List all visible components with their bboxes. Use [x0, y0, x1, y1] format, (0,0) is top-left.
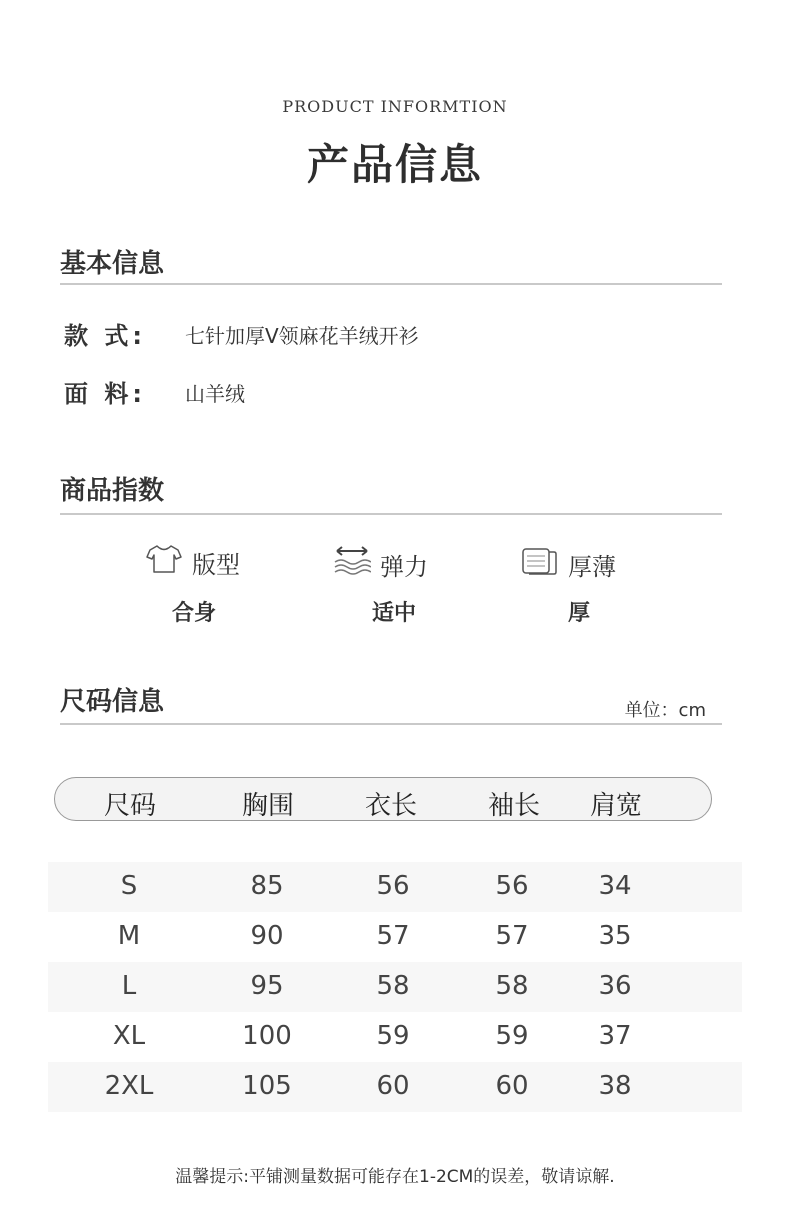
- table-cell: XL: [112, 1021, 146, 1051]
- fit-value: 合身: [171, 601, 216, 626]
- table-cell: 85: [250, 871, 284, 901]
- column-header: 肩宽: [589, 791, 642, 821]
- measurement-note: 温馨提示:平铺测量数据可能存在1-2CM的误差，敬请谅解.: [175, 1167, 615, 1187]
- table-cell: 34: [598, 871, 632, 901]
- table-cell: 57: [376, 921, 410, 951]
- fit-label: 版型: [192, 551, 240, 579]
- section-divider: [60, 513, 722, 515]
- table-cell: 105: [242, 1071, 292, 1101]
- stretch-icon: [333, 546, 371, 576]
- column-header: 衣长: [364, 791, 417, 821]
- thickness-label: 厚薄: [568, 553, 616, 581]
- section-divider: [60, 723, 722, 725]
- column-header: 胸围: [241, 791, 294, 821]
- basic-info-heading: 基本信息: [60, 249, 165, 279]
- table-cell: 57: [495, 921, 529, 951]
- table-row: [48, 1012, 742, 1062]
- table-cell: 59: [376, 1021, 410, 1051]
- table-row: [48, 862, 742, 912]
- table-cell: 2XL: [104, 1071, 154, 1101]
- fabric-layers-icon: [521, 546, 557, 576]
- table-cell: L: [121, 971, 137, 1001]
- elasticity-label: 弹力: [380, 553, 428, 581]
- fabric-label: 面 料:: [64, 380, 146, 408]
- table-cell: 95: [250, 971, 284, 1001]
- table-cell: S: [120, 871, 138, 901]
- table-cell: 37: [598, 1021, 632, 1051]
- style-value: 七针加厚V领麻花羊绒开衫: [185, 324, 419, 348]
- table-row: [48, 912, 742, 962]
- table-cell: 35: [598, 921, 632, 951]
- unit-label: 单位：cm: [624, 700, 706, 721]
- page-title: 产品信息: [306, 140, 483, 189]
- table-cell: 56: [376, 871, 410, 901]
- table-row: [48, 962, 742, 1012]
- table-cell: 38: [598, 1071, 632, 1101]
- table-cell: 60: [376, 1071, 410, 1101]
- table-cell: 90: [250, 921, 284, 951]
- table-cell: 100: [242, 1021, 292, 1051]
- size-info-heading: 尺码信息: [60, 687, 165, 717]
- table-cell: 56: [495, 871, 529, 901]
- product-index-heading: 商品指数: [60, 476, 165, 506]
- table-cell: 60: [495, 1071, 529, 1101]
- size-table: [48, 862, 742, 1112]
- table-cell: 58: [495, 971, 529, 1001]
- section-divider: [60, 283, 722, 285]
- fabric-value: 山羊绒: [185, 382, 245, 406]
- size-table-header: [54, 777, 712, 821]
- column-header: 袖长: [487, 791, 540, 821]
- table-cell: 59: [495, 1021, 529, 1051]
- table-cell: 36: [598, 971, 632, 1001]
- table-row: [48, 1062, 742, 1112]
- elasticity-value: 适中: [371, 601, 416, 626]
- column-header: 尺码: [103, 791, 156, 821]
- table-cell: M: [117, 921, 141, 951]
- page-subtitle: PRODUCT INFORMTION: [282, 97, 508, 116]
- tshirt-icon: [146, 544, 182, 574]
- thickness-value: 厚: [567, 601, 590, 626]
- table-cell: 58: [376, 971, 410, 1001]
- style-label: 款 式:: [64, 322, 146, 350]
